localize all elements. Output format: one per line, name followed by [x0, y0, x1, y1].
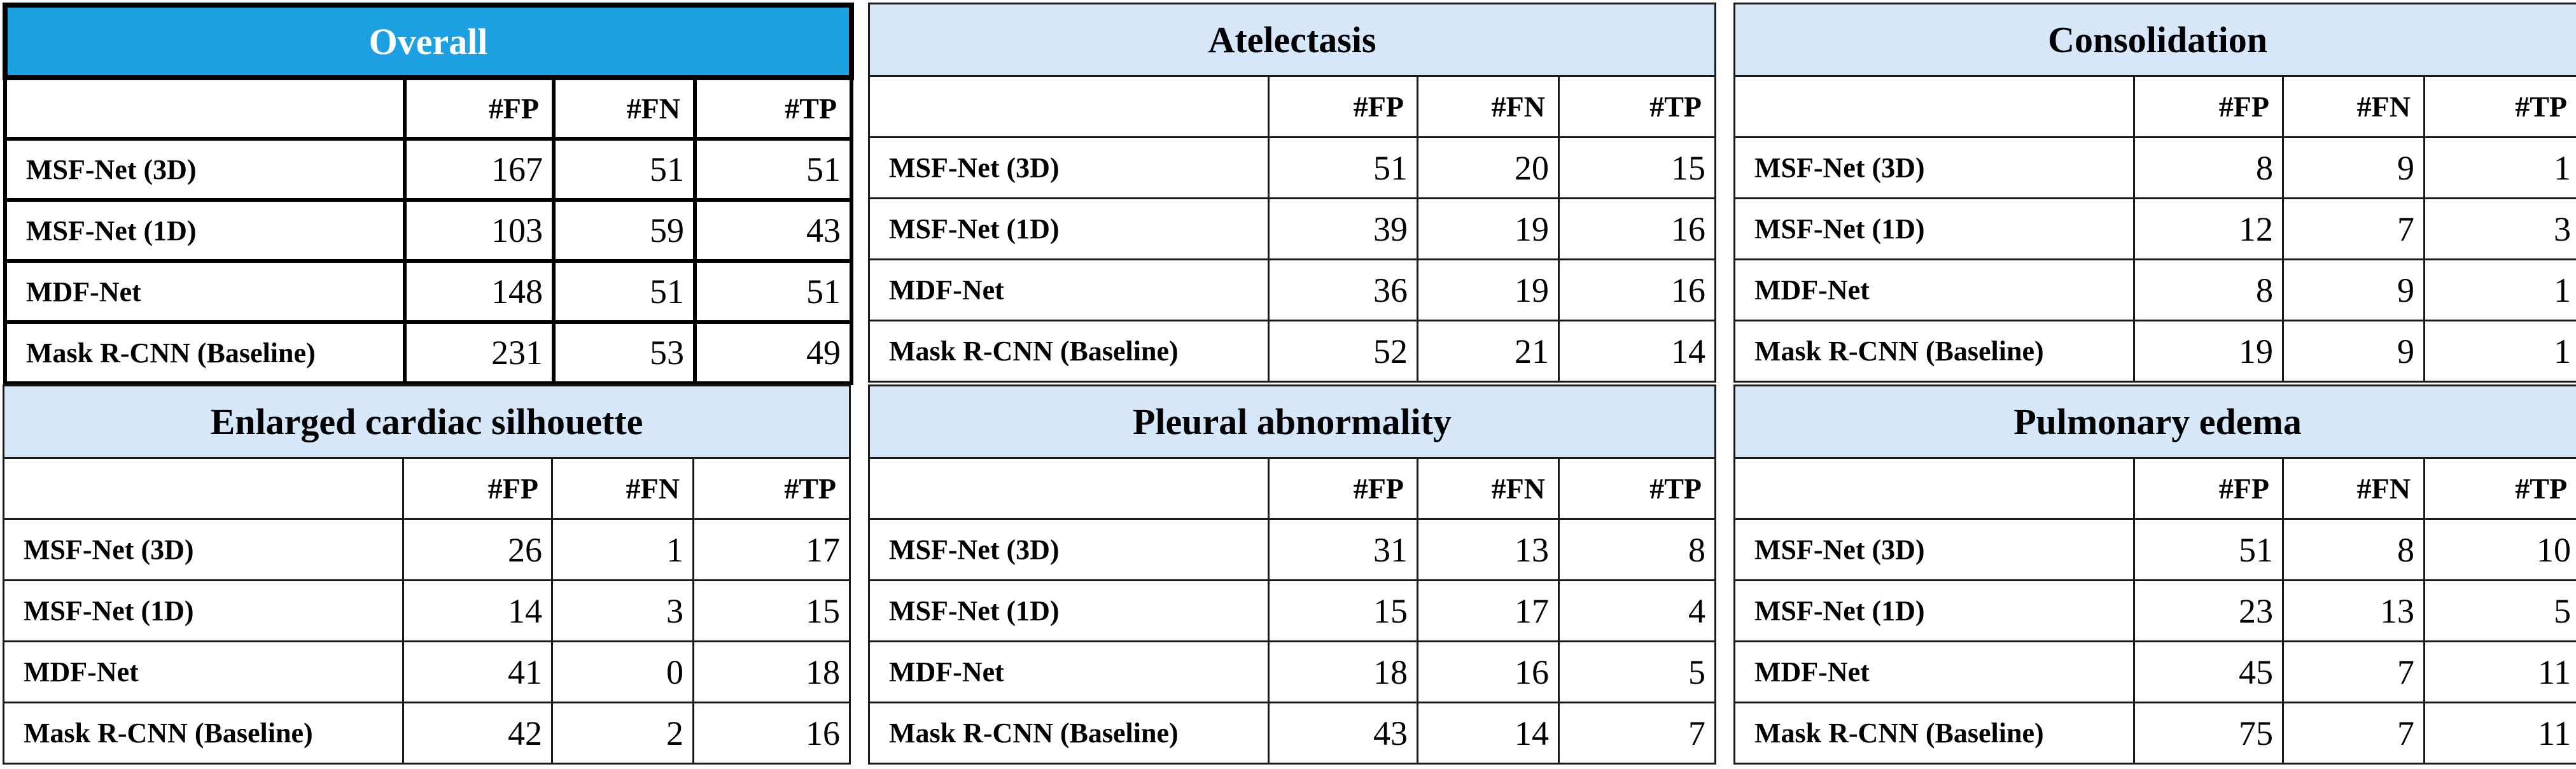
table-row	[5, 261, 851, 322]
tp-value: 15	[1559, 138, 1716, 199]
fp-value: 45	[2134, 642, 2283, 703]
column-header-blank	[869, 76, 1269, 138]
column-header-blank	[5, 78, 405, 139]
fp-value: 26	[403, 519, 552, 581]
column-header-blank	[869, 458, 1269, 519]
panel-enlarged-cardiac-silhouette	[3, 384, 849, 765]
table-row	[1735, 321, 2576, 382]
tp-value: 7	[1559, 703, 1716, 764]
model-name: MSF-Net (1D)	[869, 199, 1269, 260]
column-header-fn: #FN	[1418, 458, 1559, 519]
tp-value: 15	[694, 581, 850, 642]
table-row	[1735, 642, 2576, 703]
fn-value: 17	[1418, 581, 1559, 642]
tp-value: 51	[695, 261, 851, 322]
column-header-tp: #TP	[2425, 458, 2576, 519]
panel-atelectasis	[868, 3, 1714, 383]
results-table	[1733, 3, 2576, 383]
fp-value: 31	[1269, 519, 1418, 581]
fp-value: 8	[2134, 260, 2283, 321]
table-row	[869, 260, 1716, 321]
fp-value: 14	[403, 581, 552, 642]
column-header-blank	[1735, 458, 2134, 519]
model-name: Mask R-CNN (Baseline)	[5, 322, 405, 383]
results-table	[1733, 384, 2576, 765]
model-name: MDF-Net	[4, 642, 403, 703]
fp-value: 167	[405, 139, 554, 200]
column-header-fp: #FP	[2134, 458, 2283, 519]
model-name: MSF-Net (1D)	[5, 200, 405, 261]
panel-consolidation	[1733, 3, 2576, 383]
panel-pleural-abnormality	[868, 384, 1714, 765]
column-header-fn: #FN	[1418, 76, 1559, 138]
fn-value: 19	[1418, 260, 1559, 321]
fn-value: 7	[2283, 199, 2425, 260]
fp-value: 231	[405, 322, 554, 383]
tp-value: 49	[695, 322, 851, 383]
table-row	[5, 200, 851, 261]
tp-value: 10	[2425, 519, 2576, 581]
fp-value: 12	[2134, 199, 2283, 260]
column-header-fp: #FP	[1269, 458, 1418, 519]
fp-value: 75	[2134, 703, 2283, 764]
fp-value: 23	[2134, 581, 2283, 642]
model-name: MSF-Net (3D)	[1735, 138, 2134, 199]
model-name: MSF-Net (3D)	[1735, 519, 2134, 581]
column-header-fp: #FP	[2134, 76, 2283, 138]
column-header-blank	[1735, 76, 2134, 138]
fn-value: 8	[2283, 519, 2425, 581]
column-header-tp: #TP	[1559, 458, 1716, 519]
fn-value: 9	[2283, 138, 2425, 199]
table-row	[869, 138, 1716, 199]
table-row	[4, 519, 850, 581]
header-row	[869, 76, 1716, 138]
column-header-fp: #FP	[1269, 76, 1418, 138]
panel-title: Pleural abnormality	[869, 386, 1716, 458]
tp-value: 14	[1559, 321, 1716, 382]
column-header-tp: #TP	[2425, 76, 2576, 138]
table-row	[869, 321, 1716, 382]
fp-value: 51	[2134, 519, 2283, 581]
fn-value: 19	[1418, 199, 1559, 260]
model-name: Mask R-CNN (Baseline)	[1735, 703, 2134, 764]
fn-value: 16	[1418, 642, 1559, 703]
model-name: MSF-Net (1D)	[1735, 581, 2134, 642]
column-header-fn: #FN	[2283, 76, 2425, 138]
results-table	[868, 3, 1716, 383]
table-row	[1735, 703, 2576, 764]
fn-value: 7	[2283, 703, 2425, 764]
table-row	[1735, 260, 2576, 321]
model-name: MDF-Net	[1735, 260, 2134, 321]
table-row	[5, 139, 851, 200]
fn-value: 20	[1418, 138, 1559, 199]
tp-value: 8	[1559, 519, 1716, 581]
fp-value: 41	[403, 642, 552, 703]
model-name: MSF-Net (1D)	[869, 581, 1269, 642]
column-header-blank	[4, 458, 403, 519]
tp-value: 3	[2425, 199, 2576, 260]
model-name: MDF-Net	[1735, 642, 2134, 703]
model-name: MSF-Net (3D)	[869, 519, 1269, 581]
fn-value: 9	[2283, 321, 2425, 382]
fp-value: 103	[405, 200, 554, 261]
header-row	[1735, 76, 2576, 138]
tp-value: 4	[1559, 581, 1716, 642]
model-name: MSF-Net (3D)	[4, 519, 403, 581]
model-name: Mask R-CNN (Baseline)	[869, 321, 1269, 382]
table-row	[5, 322, 851, 383]
header-row	[1735, 458, 2576, 519]
fp-value: 43	[1269, 703, 1418, 764]
header-row	[4, 458, 850, 519]
model-name: MDF-Net	[869, 260, 1269, 321]
table-row	[869, 581, 1716, 642]
model-name: MSF-Net (3D)	[5, 139, 405, 200]
fn-value: 7	[2283, 642, 2425, 703]
table-row	[1735, 199, 2576, 260]
model-name: Mask R-CNN (Baseline)	[1735, 321, 2134, 382]
fn-value: 21	[1418, 321, 1559, 382]
table-row	[869, 703, 1716, 764]
fn-value: 59	[554, 200, 695, 261]
fp-value: 18	[1269, 642, 1418, 703]
panel-title: Atelectasis	[869, 4, 1716, 76]
tp-value: 5	[2425, 581, 2576, 642]
panel-overall	[3, 3, 849, 385]
model-name: Mask R-CNN (Baseline)	[4, 703, 403, 764]
model-name: MSF-Net (1D)	[1735, 199, 2134, 260]
fp-value: 8	[2134, 138, 2283, 199]
header-row	[869, 458, 1716, 519]
panel-title: Overall	[5, 5, 851, 78]
tp-value: 16	[1559, 199, 1716, 260]
tp-value: 18	[694, 642, 850, 703]
fp-value: 42	[403, 703, 552, 764]
model-name: MSF-Net (3D)	[869, 138, 1269, 199]
column-header-fp: #FP	[405, 78, 554, 139]
tp-value: 5	[1559, 642, 1716, 703]
fp-value: 19	[2134, 321, 2283, 382]
fp-value: 52	[1269, 321, 1418, 382]
tp-value: 51	[695, 139, 851, 200]
results-table	[868, 384, 1716, 765]
fp-value: 148	[405, 261, 554, 322]
model-name: MDF-Net	[869, 642, 1269, 703]
fn-value: 51	[554, 261, 695, 322]
fn-value: 13	[2283, 581, 2425, 642]
tp-value: 1	[2425, 138, 2576, 199]
table-row	[869, 199, 1716, 260]
results-table	[3, 384, 851, 765]
tp-value: 11	[2425, 642, 2576, 703]
table-row	[1735, 581, 2576, 642]
model-name: Mask R-CNN (Baseline)	[869, 703, 1269, 764]
fn-value: 2	[552, 703, 694, 764]
fn-value: 51	[554, 139, 695, 200]
tp-value: 43	[695, 200, 851, 261]
tp-value: 16	[694, 703, 850, 764]
fp-value: 15	[1269, 581, 1418, 642]
column-header-fn: #FN	[554, 78, 695, 139]
fn-value: 13	[1418, 519, 1559, 581]
fn-value: 1	[552, 519, 694, 581]
table-row	[4, 642, 850, 703]
fn-value: 0	[552, 642, 694, 703]
model-name: MDF-Net	[5, 261, 405, 322]
tp-value: 1	[2425, 321, 2576, 382]
column-header-tp: #TP	[695, 78, 851, 139]
column-header-tp: #TP	[1559, 76, 1716, 138]
tp-value: 16	[1559, 260, 1716, 321]
tp-value: 11	[2425, 703, 2576, 764]
header-row	[5, 78, 851, 139]
tp-value: 1	[2425, 260, 2576, 321]
column-header-tp: #TP	[694, 458, 850, 519]
table-row	[1735, 519, 2576, 581]
table-row	[4, 581, 850, 642]
model-name: MSF-Net (1D)	[4, 581, 403, 642]
column-header-fn: #FN	[2283, 458, 2425, 519]
panel-title: Enlarged cardiac silhouette	[4, 386, 850, 458]
fp-value: 39	[1269, 199, 1418, 260]
column-header-fn: #FN	[552, 458, 694, 519]
fn-value: 14	[1418, 703, 1559, 764]
table-row	[1735, 138, 2576, 199]
panel-title: Pulmonary edema	[1735, 386, 2576, 458]
panel-pulmonary-edema	[1733, 384, 2576, 765]
results-table	[3, 3, 854, 385]
panel-title: Consolidation	[1735, 4, 2576, 76]
fp-value: 36	[1269, 260, 1418, 321]
fn-value: 53	[554, 322, 695, 383]
tp-value: 17	[694, 519, 850, 581]
column-header-fp: #FP	[403, 458, 552, 519]
fn-value: 9	[2283, 260, 2425, 321]
table-row	[869, 642, 1716, 703]
table-row	[869, 519, 1716, 581]
fn-value: 3	[552, 581, 694, 642]
fp-value: 51	[1269, 138, 1418, 199]
table-row	[4, 703, 850, 764]
